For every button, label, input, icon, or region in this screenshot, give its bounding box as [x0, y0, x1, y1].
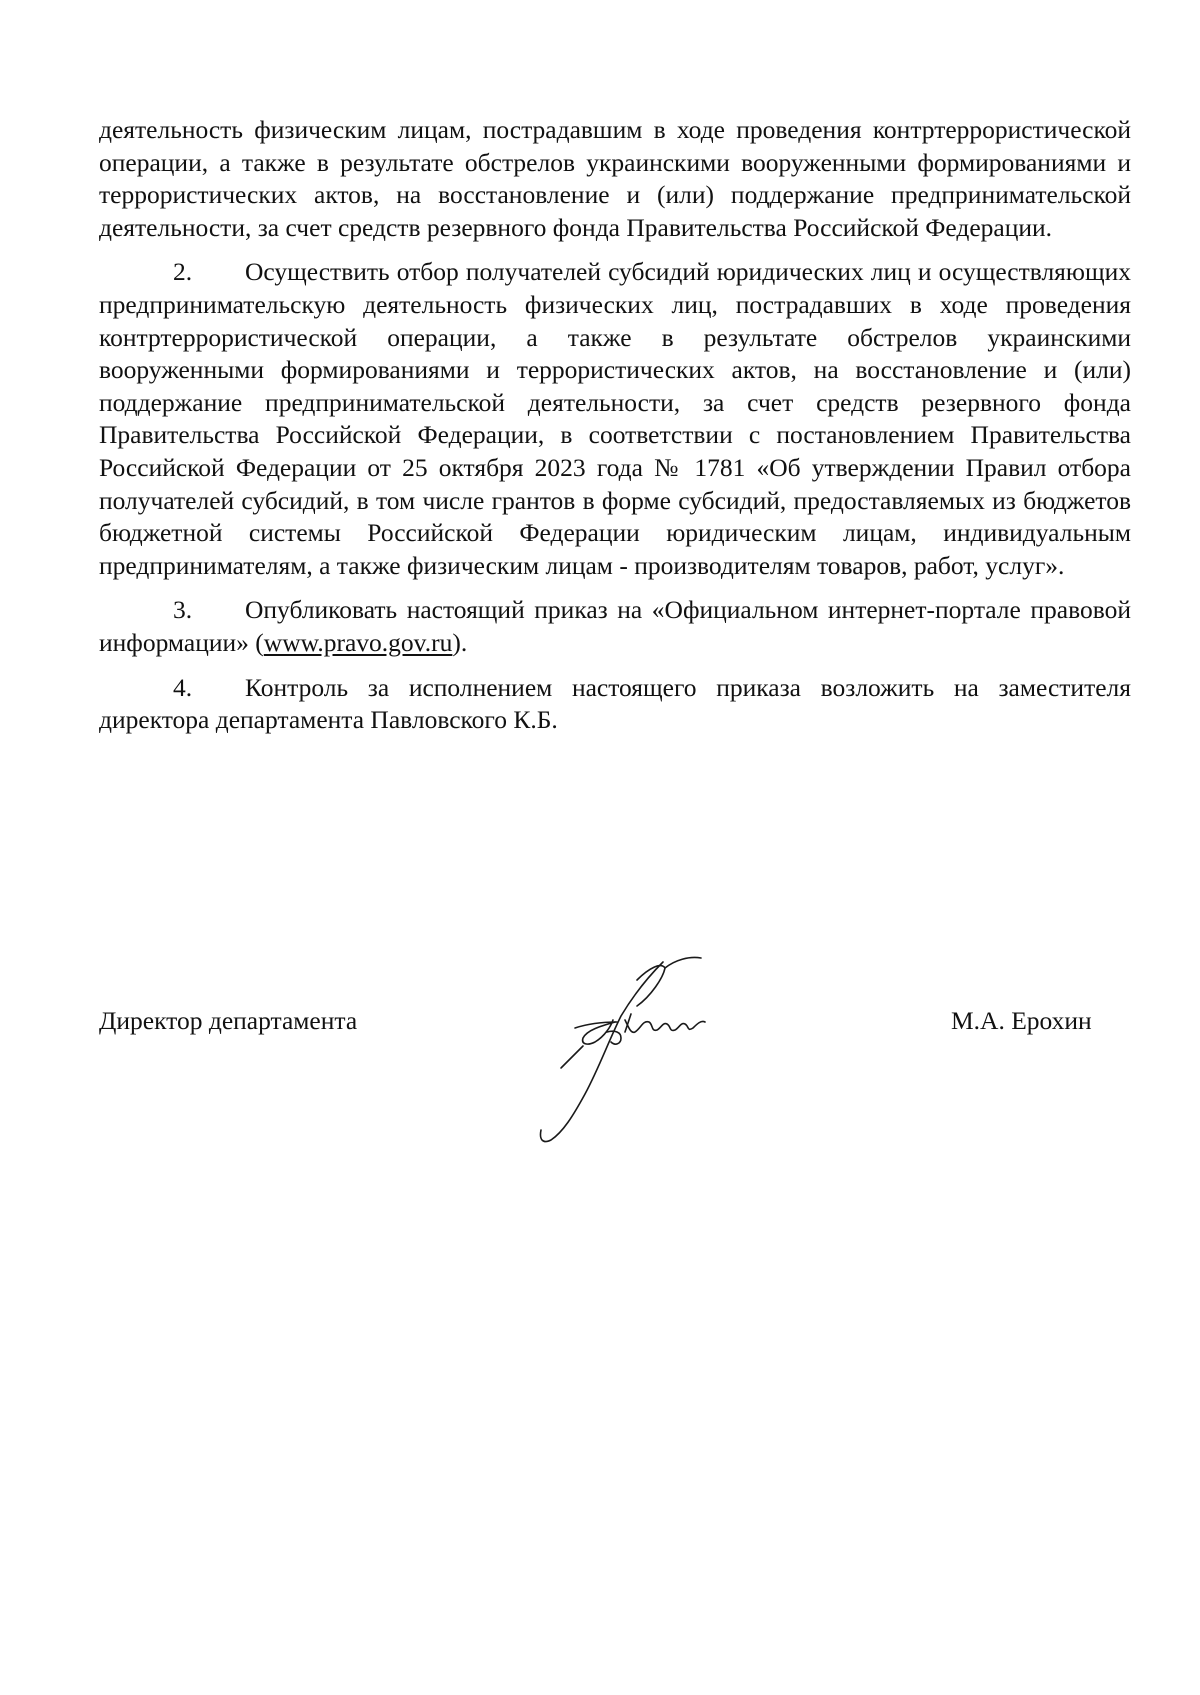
item-text: Осуществить отбор получателей субсидий юридических лиц и осуществляющих предпринимательскую деятельность физических лиц, пострадавших в ходе проведения контртеррористической операции, а также в результате обстрелов украинскими вооруженными формированиями и террористических актов, на восстановление и (или) поддержание предпринимательской деятельности, за счет средств резервного фонда Правительства Российской Федерации, в соответствии с постановлением Правительства Российской Федерации от 25 октября 2023 года № 1781 «Об утверждении Правил отбора получателей субсидий, в том числе грантов в форме субсидий, предоставляемых из бюджетов бюджетной системы Российской Федерации юридическим лицам, индивидуальным предпринимателям, а также физическим лицам - производителям товаров, работ, услуг».: [99, 257, 1131, 580]
document-body: [99, 114, 1131, 749]
handwritten-signature: [525, 950, 765, 1150]
item-4: [99, 672, 1131, 737]
item-3: [99, 594, 1131, 659]
item-number: 4.: [173, 672, 193, 702]
item-text-before-link: Опубликовать настоящий приказ на «Официальном интернет-портале правовой информации» (: [99, 595, 1131, 657]
item-2: [99, 256, 1131, 582]
paragraph-continuation: деятельность физическим лицам, пострадавшим в ходе проведения контртеррористической операции, а также в результате обстрелов украинскими вооруженными формированиями и террористических актов, на восстановление и (или) поддержание предпринимательской деятельности, за счет средств резервного фонда Правительства Российской Федерации.: [99, 115, 1131, 242]
signatory-name: М.А. Ерохин: [951, 1006, 1092, 1035]
item-number: 2.: [173, 257, 193, 287]
item-number: 3.: [173, 595, 193, 625]
item-text-after-link: ).: [452, 627, 468, 657]
pravo-link[interactable]: www.pravo.gov.ru: [263, 627, 453, 657]
item-text: Контроль за исполнением настоящего приказа возложить на заместителя директора департамента Павловского К.Б.: [99, 672, 1131, 735]
signatory-title: Директор департамента: [99, 1006, 358, 1035]
